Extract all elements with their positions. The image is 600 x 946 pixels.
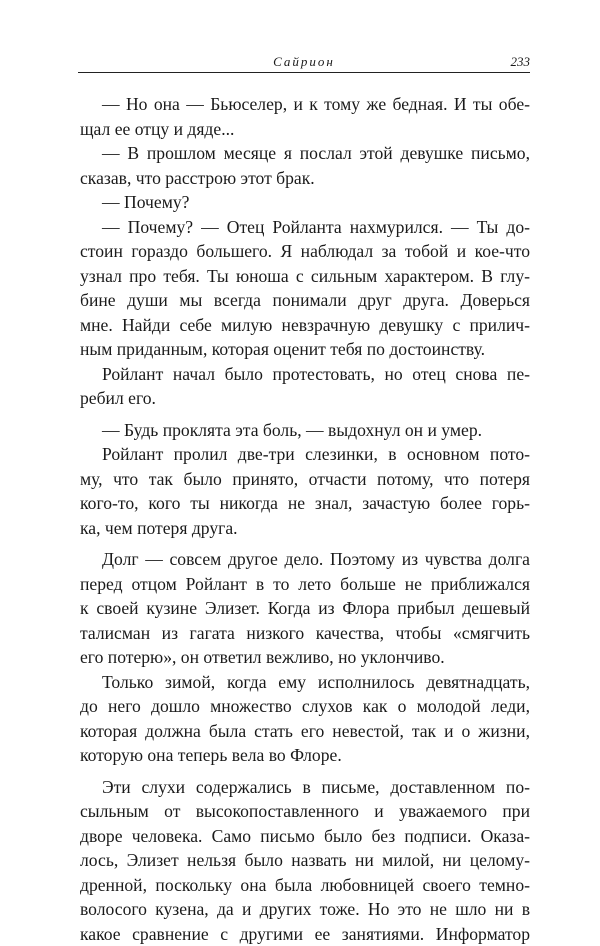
text-line: лось, Элизет нельзя было назвать ни милой, ни целому- [80, 848, 530, 873]
page-number: 233 [511, 54, 531, 70]
text-line: — Но она — Бьюселер, и к тому же бедная. И ты обе- [80, 92, 530, 117]
running-title: Сайрион [78, 54, 530, 70]
text-line: Эти слухи содержались в письме, доставленном по- [80, 775, 530, 800]
text-line: ребил его. [80, 386, 530, 411]
text-line: его потерю», он ответил вежливо, но уклончиво. [80, 645, 530, 670]
text-line: дренной, поскольку она была любовницей своего темно- [80, 873, 530, 898]
text-line: волосого кузена, да и других тоже. Но это не шло ни в [80, 897, 530, 922]
text-line: мне. Найди себе милую невзрачную девушку с прилич- [80, 313, 530, 338]
text-line: бине души мы всегда понимали друг друга. Доверься [80, 288, 530, 313]
text-line: к своей кузине Элизет. Когда из Флора прибыл дешевый [80, 596, 530, 621]
text-line: талисман из гагата низкого качества, чтобы «смягчить [80, 621, 530, 646]
text-line: му, что так было принято, отчасти потому, что потеря [80, 467, 530, 492]
text-line: до него дошло множество слухов как о молодой леди, [80, 694, 530, 719]
text-line: ным приданным, которая оценит тебя по достоинству. [80, 337, 530, 362]
text-line: сказав, что расстрою этот брак. [80, 166, 530, 191]
text-line: — Будь проклята эта боль, — выдохнул он и умер. [80, 418, 530, 443]
text-line: какое сравнение с другими ее занятиями. Информатор [80, 922, 530, 946]
text-line: кого-то, кого ты никогда не знал, зачастую более горь- [80, 491, 530, 516]
text-line: Ройлант начал было протестовать, но отец снова пе- [80, 362, 530, 387]
text-line: узнал про тебя. Ты юноша с сильным характером. В глу- [80, 264, 530, 289]
text-line: стоин гораздо большего. Я наблюдал за тобой и кое-что [80, 239, 530, 264]
text-line: сыльным от высокопоставленного и уважаемого при [80, 799, 530, 824]
text-line: — В прошлом месяце я послал этой девушке письмо, [80, 141, 530, 166]
body-text [80, 92, 530, 946]
text-line: ка, чем потеря друга. [80, 516, 530, 541]
text-line: — Почему? [80, 190, 530, 215]
text-line: — Почему? — Отец Ройланта нахмурился. — Ты до- [80, 215, 530, 240]
text-line: перед отцом Ройлант в то лето больше не приближался [80, 572, 530, 597]
text-line: Ройлант пролил две-три слезинки, в основном пото- [80, 442, 530, 467]
text-line: дворе человека. Само письмо было без подписи. Оказа- [80, 824, 530, 849]
text-line: которая должна была стать его невестой, так и о жизни, [80, 719, 530, 744]
text-line: щал ее отцу и дяде... [80, 117, 530, 142]
text-line: Только зимой, когда ему исполнилось девятнадцать, [80, 670, 530, 695]
running-header [78, 50, 530, 73]
text-line: Долг — совсем другое дело. Поэтому из чувства долга [80, 547, 530, 572]
text-line: которую она теперь вела во Флоре. [80, 743, 530, 768]
